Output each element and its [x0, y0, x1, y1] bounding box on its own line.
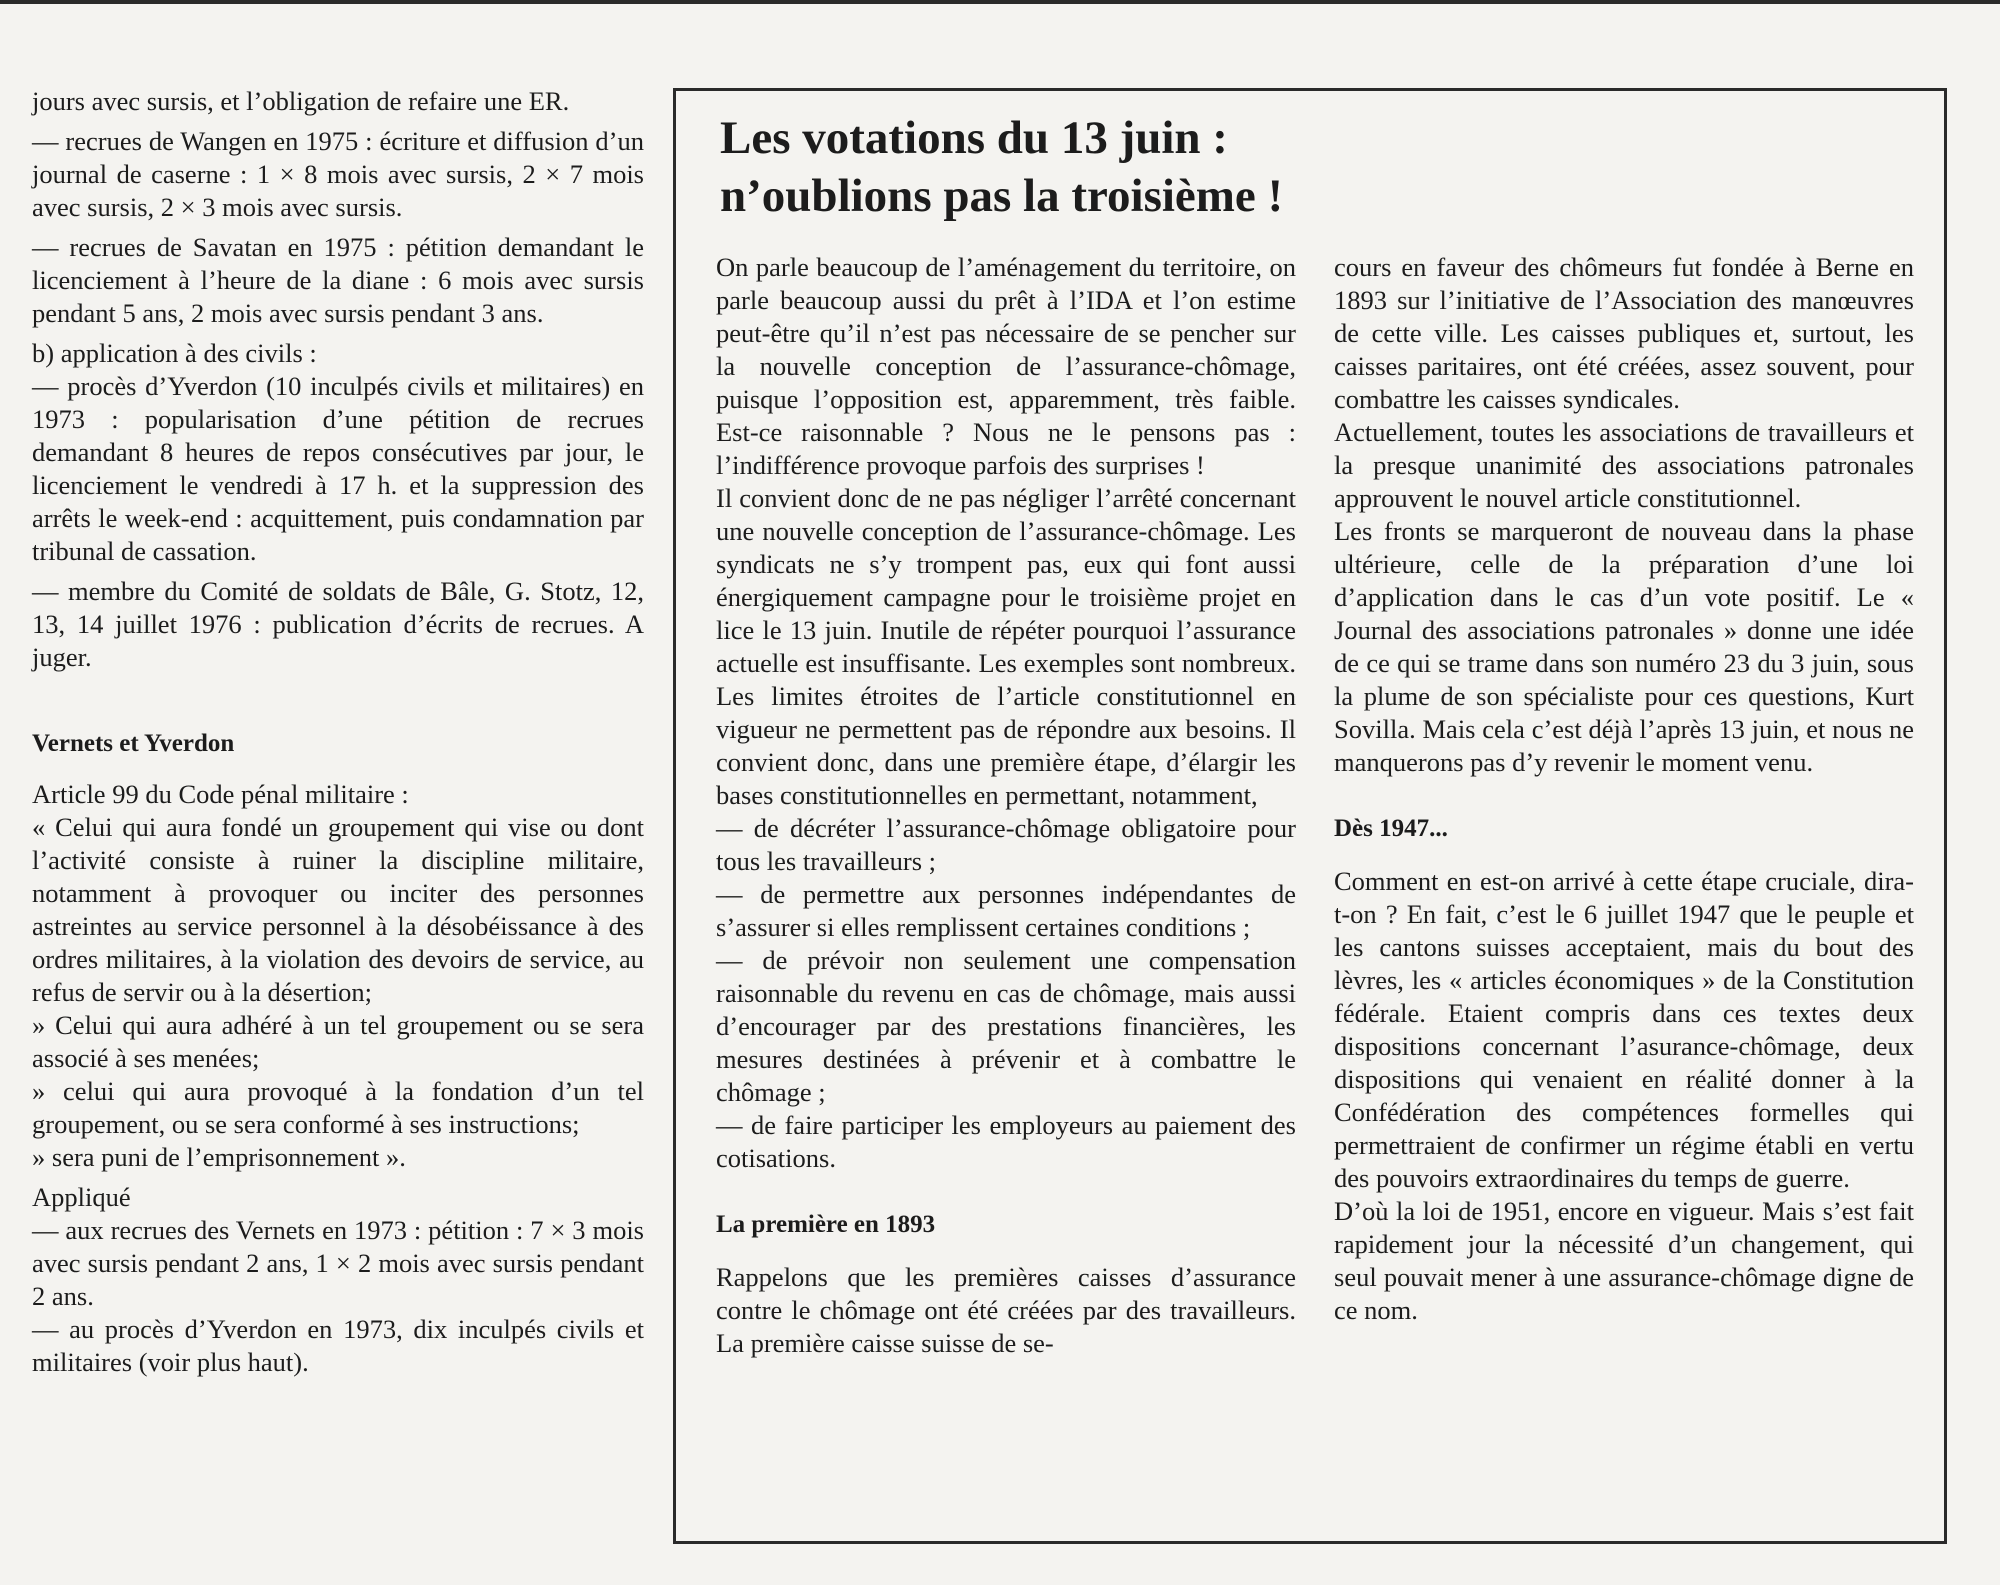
paragraph: Rappelons que les premières caisses d’assurance contre le chômage ont été créées par des travailleurs. La première caisse suisse de se- [716, 1262, 1296, 1358]
article-title [720, 109, 1820, 225]
article-column-2 [1334, 251, 1914, 1327]
paragraph: On parle beaucoup de l’aménagement du territoire, on parle beaucoup aussi du prêt à l’IDA et l’on estime peut-être qu’il n’est pas nécessaire de se pencher sur la nouvelle conception de l’assurance-chômage, puisque l’opposition est, apparemment, très faible. Est-ce raisonnable ? Nous ne le pensons pas : l’indifférence provoque parfois des surprises ! [716, 252, 1296, 480]
quote-paragraph: » celui qui aura provoqué à la fondation d’un tel groupement, ou se sera conformé à ses instructions; [32, 1076, 644, 1139]
paragraph: — procès d’Yverdon (10 inculpés civils et militaires) en 1973 : popularisation d’une pétition de recrues demandant 8 heures de repos consécutives par jour, le licenciement le vendredi à 17 h. et la suppression des arrêts le week-end : acquittement, puis condamnation par tribunal de cassation. [32, 371, 644, 566]
list-item: — de prévoir non seulement une compensation raisonnable du revenu en cas de chômage, mais aussi d’encourager par des prestations financières, les mesures destinées à prévenir et à combattre le chômage ; [716, 945, 1296, 1107]
list-item: — de décréter l’assurance-chômage obligatoire pour tous les travailleurs ; [716, 813, 1296, 876]
section-heading: Dès 1947... [1334, 815, 1448, 842]
paragraph: jours avec sursis, et l’obligation de refaire une ER. [32, 86, 570, 116]
paragraph: Comment en est-on arrivé à cette étape cruciale, dira-t-on ? En fait, c’est le 6 juillet 1947 que le peuple et les cantons suisses acceptaient, mais du bout des lèvres, les « articles économiques » de la Constitution fédérale. Etaient compris dans ces textes deux dispositions concernant l’asurance-chômage, deux dispositions qui venaient en réalité donner à la Confédération des compétences formelles qui permettraient de confirmer un régime établi en vertu des pouvoirs extraordinaires du temps de guerre. [1334, 866, 1914, 1193]
paragraph: Actuellement, toutes les associations de travailleurs et la presque unanimité des associations patronales approuvent le nouvel article constitutionnel. [1334, 417, 1914, 513]
paragraph: Article 99 du Code pénal militaire : [32, 779, 409, 809]
quote-paragraph: » sera puni de l’emprisonnement ». [32, 1142, 406, 1172]
paragraph: Les fronts se marqueront de nouveau dans la phase ultérieure, celle de la préparation d’une loi d’application dans le cas d’un vote positif. Le « Journal des associations patronales » donne une idée de ce qui se trame dans son numéro 23 du 3 juin, sous la plume de son spécialiste pour ces questions, Kurt Sovilla. Mais cela c’est déjà l’après 13 juin, et nous ne manquerons pas d’y revenir le moment venu. [1334, 516, 1914, 777]
quote-paragraph: « Celui qui aura fondé un groupement qui vise ou dont l’activité consiste à ruiner la discipline militaire, notamment à provoquer ou inciter des personnes astreintes au service personnel à la désobéissance à des ordres militaires, à la violation des devoirs de service, au refus de servir ou à la désertion; [32, 812, 644, 1007]
paragraph: — au procès d’Yverdon en 1973, dix inculpés civils et militaires (voir plus haut). [32, 1314, 644, 1377]
section-heading: Vernets et Yverdon [32, 730, 235, 757]
paragraph: Il convient donc de ne pas négliger l’arrêté concernant une nouvelle conception de l’assurance-chômage. Les syndicats ne s’y trompent pas, eux qui font aussi énergiquement campagne pour le troisième projet en lice le 13 juin. Inutile de répéter pourquoi l’assurance actuelle est insuffisante. Les exemples sont nombreux. Les limites étroites de l’article constitutionnel en vigueur ne permettent pas de répondre aux besoins. Il convient donc, dans une première étape, d’élargir les bases constitutionnelles en permettant, notamment, [716, 483, 1296, 810]
article-title-line-2: n’oublions pas la troisième ! [720, 170, 1284, 222]
paragraph: — membre du Comité de soldats de Bâle, G. Stotz, 12, 13, 14 juillet 1976 : publication d’écrits de recrues. A juger. [32, 576, 644, 672]
paragraph: — recrues de Wangen en 1975 : écriture et diffusion d’un journal de caserne : 1 × 8 mois avec sursis, 2 × 7 mois avec sursis, 2 × 3 mois avec sursis. [32, 126, 644, 222]
article-title-line-1: Les votations du 13 juin : [720, 112, 1228, 164]
list-item: — de faire participer les employeurs au paiement des cotisations. [716, 1110, 1296, 1173]
list-item: — de permettre aux personnes indépendantes de s’assurer si elles remplissent certaines conditions ; [716, 879, 1296, 942]
quote-paragraph: » Celui qui aura adhéré à un tel groupement ou se sera associé à ses menées; [32, 1010, 644, 1073]
paragraph: b) application à des civils : [32, 338, 317, 368]
page-top-rule [0, 0, 2000, 4]
paragraph: Appliqué [32, 1182, 131, 1212]
paragraph: — aux recrues des Vernets en 1973 : pétition : 7 × 3 mois avec sursis pendant 2 ans, 1 × 2 mois avec sursis pendant 2 ans. [32, 1215, 644, 1311]
paragraph: cours en faveur des chômeurs fut fondée à Berne en 1893 sur l’initiative de l’Association des manœuvres de cette ville. Les caisses publiques et, surtout, les caisses paritaires, ont été créées, assez souvent, pour combattre les caisses syndicales. [1334, 252, 1914, 414]
article-box [673, 88, 1947, 1544]
paragraph: — recrues de Savatan en 1975 : pétition demandant le licenciement à l’heure de la diane : 6 mois avec sursis pendant 5 ans, 2 mois avec sursis pendant 3 ans. [32, 232, 644, 328]
paragraph: D’où la loi de 1951, encore en vigueur. Mais s’est fait rapidement jour la nécessité d’un changement, qui seul pouvait mener à une assurance-chômage digne de ce nom. [1334, 1196, 1914, 1325]
left-column [32, 85, 644, 1379]
section-heading: La première en 1893 [716, 1211, 936, 1238]
article-column-1 [716, 251, 1296, 1360]
